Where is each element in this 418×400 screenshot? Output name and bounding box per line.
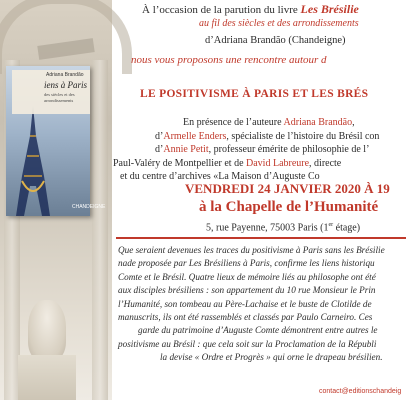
speakers-line bbox=[183, 116, 379, 130]
intro-author: d’Adriana Brandão (Chandeigne) bbox=[205, 35, 346, 46]
bust-pedestal bbox=[18, 355, 76, 400]
speaker-name: David Labreure bbox=[246, 157, 310, 169]
book-cover bbox=[6, 66, 106, 216]
speaker-text: d’ bbox=[155, 130, 164, 142]
speaker-text: , directe bbox=[309, 157, 342, 169]
speaker-text: , bbox=[352, 117, 355, 128]
event-venue: à la Chapelle de l’Humanité bbox=[199, 199, 379, 215]
speaker-name: Annie Petit bbox=[163, 144, 209, 155]
paragraph-line: la devise « Ordre et Progrès » qui orne le drapeau brésilien. bbox=[160, 352, 383, 363]
contact-email-link[interactable]: contact@editionschandeig bbox=[319, 388, 402, 395]
event-date: VENDREDI 24 JANVIER 2020 À 19 bbox=[185, 181, 390, 196]
speakers-line bbox=[155, 130, 379, 144]
paragraph-line: nade proposée par Les Brésiliens à Paris, confirme les liens historiqu bbox=[118, 258, 375, 269]
photo-column bbox=[92, 60, 108, 400]
bust-sculpture bbox=[28, 300, 66, 360]
address-main: 5, rue Payenne, 75003 Paris (1 bbox=[206, 222, 329, 234]
eiffel-tower-illustration bbox=[16, 106, 50, 216]
speakers-line bbox=[155, 143, 379, 157]
speaker-text: , professeur émérite de philosophie de l’ bbox=[208, 144, 370, 155]
speaker-text: Paul-Valéry de Montpellier et de bbox=[113, 157, 247, 169]
event-address bbox=[206, 222, 360, 233]
intro-book-title: Les Brésilie bbox=[300, 2, 359, 16]
paragraph-line: positivisme au Brésil : que cela soit sur la Proclamation de la Républi bbox=[118, 338, 377, 349]
speaker-text: d’ bbox=[155, 144, 164, 155]
publisher-mark: CHANDEIGNE bbox=[72, 204, 106, 210]
speaker-text: , spécialiste de l’histoire du Brésil con bbox=[226, 130, 380, 142]
book-cover-author: Adriana Brandão bbox=[46, 72, 84, 78]
paragraph-line: Comte et le Brésil. Quatre lieux de mémoire liés au philosophe ont été bbox=[118, 271, 376, 282]
paragraph-line: garde du patrimoine d’Auguste Comte démontrent entre autres le bbox=[138, 325, 378, 336]
book-cover-subtitle: des siècles et des arrondissements bbox=[44, 92, 75, 103]
description-paragraph bbox=[118, 244, 418, 365]
paragraph-line: Que seraient devenues les traces du positivisme à Paris sans les Brésilie bbox=[118, 245, 385, 255]
paragraph-line: aux disciples brésiliens : son appartement du 10 rue Monsieur le Prin bbox=[118, 285, 376, 296]
paragraph-line: l’Humanité, son tombeau au Père-Lachaise et le buste de Clotilde de bbox=[118, 298, 372, 309]
address-sup: er bbox=[328, 222, 334, 228]
intro-subtitle: au fil des siècles et des arrondissements bbox=[199, 18, 359, 29]
speakers-line bbox=[113, 157, 379, 171]
intro-line bbox=[142, 2, 359, 17]
speakers-block bbox=[113, 116, 380, 184]
event-title: LE POSITIVISME À PARIS ET LES BRÉS bbox=[140, 88, 369, 100]
paragraph-line: manuscrits, ils ont été rassemblés et classés par Paulo Carneiro. Ces bbox=[118, 312, 373, 323]
address-end: étage) bbox=[333, 222, 361, 234]
intro-prefix: À l’occasion de la parution du livre bbox=[142, 4, 298, 16]
divider-rule bbox=[116, 237, 406, 239]
speaker-text: et du centre d’archives «La Maison d’Auguste Co bbox=[120, 171, 320, 182]
speaker-text: En présence de l’auteure bbox=[183, 117, 284, 128]
speaker-name: Armelle Enders bbox=[163, 130, 227, 142]
intro-invitation: nous vous proposons une rencontre autour d bbox=[131, 54, 327, 66]
book-cover-title: iens à Paris bbox=[44, 80, 88, 90]
speaker-name: Adriana Brandão bbox=[283, 117, 353, 128]
